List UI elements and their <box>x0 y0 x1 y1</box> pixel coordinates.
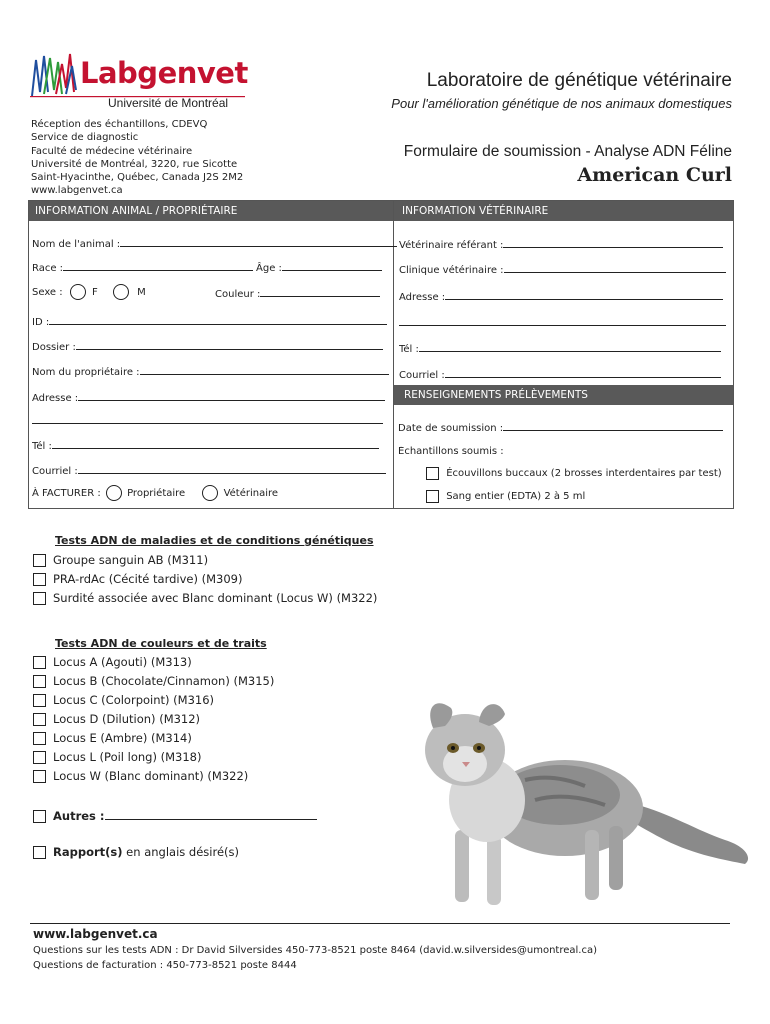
test-row[interactable] <box>33 589 377 608</box>
sex-field <box>32 284 146 304</box>
bill-to-label: À FACTURER : <box>32 488 101 499</box>
owner-name-field[interactable] <box>32 364 389 378</box>
blood-option <box>426 489 585 505</box>
test-label: Locus W (Blanc dominant) (M322) <box>53 769 249 783</box>
test-row[interactable] <box>33 672 274 691</box>
breed-title: American Curl <box>577 164 732 186</box>
bill-owner-label: Propriétaire <box>127 488 186 499</box>
animal-section-header: INFORMATION ANIMAL / PROPRIÉTAIRE <box>29 201 393 221</box>
animal-name-field[interactable] <box>32 236 397 250</box>
blood-checkbox[interactable] <box>426 490 439 503</box>
report-checkbox[interactable] <box>33 846 46 859</box>
owner-phone-label: Tél : <box>32 441 52 452</box>
address-website[interactable]: www.labgenvet.ca <box>31 185 123 197</box>
race-label: Race : <box>32 263 64 274</box>
footer-tests-contact: Questions sur les tests ADN : Dr David Silversides 450-773-8521 poste 8464 (david.w.silversides@umontreal.ca) <box>33 945 597 956</box>
id-field[interactable] <box>32 314 387 328</box>
test-checkbox[interactable] <box>33 694 46 707</box>
test-label: Locus E (Ambre) (M314) <box>53 731 192 745</box>
vet-phone-label: Tél : <box>399 344 419 355</box>
race-field[interactable] <box>32 260 253 274</box>
sex-m-radio[interactable] <box>113 284 129 300</box>
animal-name-label: Nom de l'animal : <box>32 239 121 250</box>
test-row[interactable] <box>33 729 274 748</box>
report-label: en anglais désiré(s) <box>126 845 239 859</box>
address-line: Saint-Hyacinthe, Québec, Canada J2S 2M2 <box>31 172 244 184</box>
id-label: ID : <box>32 317 50 328</box>
test-checkbox[interactable] <box>33 675 46 688</box>
samples-label: Échantillons soumis : <box>398 446 504 457</box>
form-title: Formulaire de soumission - Analyse ADN Féline <box>403 143 732 160</box>
swabs-option <box>426 466 722 482</box>
vet-email-label: Courriel : <box>399 370 445 381</box>
test-label: Surdité associée avec Blanc dominant (Locus W) (M322) <box>53 591 378 605</box>
swabs-checkbox[interactable] <box>426 467 439 480</box>
test-label: Groupe sanguin AB (M311) <box>53 553 209 567</box>
test-label: Locus A (Agouti) (M313) <box>53 655 192 669</box>
age-label: Âge : <box>256 263 282 274</box>
logo-text: Labgenvet <box>80 56 248 90</box>
test-label: PRA-rdAc (Cécité tardive) (M309) <box>53 572 243 586</box>
owner-phone-field[interactable] <box>32 438 379 452</box>
test-row[interactable] <box>33 748 274 767</box>
logo-subtitle: Université de Montréal <box>108 96 229 110</box>
test-checkbox[interactable] <box>33 573 46 586</box>
other-label: Autres : <box>53 809 105 823</box>
test-label: Locus D (Dilution) (M312) <box>53 712 201 726</box>
footer-billing-contact: Questions de facturation : 450-773-8521 poste 8444 <box>33 960 297 971</box>
other-test-field[interactable] <box>33 807 317 826</box>
sex-m-label: M <box>137 287 146 298</box>
test-label: Locus C (Colorpoint) (M316) <box>53 693 215 707</box>
test-checkbox[interactable] <box>33 732 46 745</box>
submit-date-field[interactable] <box>398 420 723 434</box>
vet-address-label: Adresse : <box>399 292 446 303</box>
bill-vet-radio[interactable] <box>202 485 218 501</box>
test-row[interactable] <box>33 710 274 729</box>
sex-f-radio[interactable] <box>70 284 86 300</box>
blood-label: Sang entier (EDTA) 2 à 5 ml <box>446 491 586 502</box>
test-row[interactable] <box>33 570 377 589</box>
sample-section-header: RENSEIGNEMENTS PRÉLÈVEMENTS <box>394 385 733 405</box>
color-label: Couleur : <box>215 289 261 300</box>
disease-tests-title: Tests ADN de maladies et de conditions génétiques <box>55 534 374 547</box>
clinic-field[interactable] <box>399 262 726 276</box>
owner-address-line2[interactable] <box>32 413 383 427</box>
test-row[interactable] <box>33 767 274 786</box>
test-label: Locus B (Chocolate/Cinnamon) (M315) <box>53 674 275 688</box>
test-checkbox[interactable] <box>33 713 46 726</box>
address-block <box>31 118 243 198</box>
test-checkbox[interactable] <box>33 592 46 605</box>
test-row[interactable] <box>33 691 274 710</box>
owner-address-field[interactable] <box>32 390 385 404</box>
test-checkbox[interactable] <box>33 751 46 764</box>
bill-vet-label: Vétérinaire <box>223 488 279 499</box>
disease-tests-list <box>33 551 377 608</box>
cat-photo <box>395 690 755 920</box>
owner-email-label: Courriel : <box>32 466 78 477</box>
owner-email-field[interactable] <box>32 463 386 477</box>
other-checkbox[interactable] <box>33 810 46 823</box>
vet-phone-field[interactable] <box>399 341 721 355</box>
referring-vet-field[interactable] <box>399 237 723 251</box>
age-field[interactable] <box>256 260 382 274</box>
footer-website-link[interactable]: www.labgenvet.ca <box>33 927 158 941</box>
sex-f-label: F <box>92 287 98 298</box>
address-line: Réception des échantillons, CDEVQ <box>31 119 208 130</box>
owner-address-label: Adresse : <box>32 393 79 404</box>
bill-owner-radio[interactable] <box>106 485 122 501</box>
lab-subtitle: Pour l'amélioration génétique de nos animaux domestiques <box>391 96 732 111</box>
test-label: Locus L (Poil long) (M318) <box>53 750 202 764</box>
sex-label: Sexe : <box>32 287 63 298</box>
report-option[interactable] <box>33 843 239 862</box>
owner-name-label: Nom du propriétaire : <box>32 367 140 378</box>
address-line: Service de diagnostic <box>31 132 139 144</box>
report-label-bold: Rapport(s) <box>53 845 123 859</box>
clinic-label: Clinique vétérinaire : <box>399 265 504 276</box>
swabs-label: Écouvillons buccaux (2 brosses interdentaires par test) <box>446 468 722 479</box>
test-row[interactable] <box>33 551 377 570</box>
submit-date-label: Date de soumission : <box>398 423 504 434</box>
color-tests-list <box>33 653 274 786</box>
test-checkbox[interactable] <box>33 554 46 567</box>
vet-address-field[interactable] <box>399 289 723 303</box>
vet-email-field[interactable] <box>399 367 721 381</box>
test-checkbox[interactable] <box>33 770 46 783</box>
test-checkbox[interactable] <box>33 656 46 669</box>
test-row[interactable] <box>33 653 274 672</box>
file-field[interactable] <box>32 339 383 353</box>
vet-section-header: INFORMATION VÉTÉRINAIRE <box>394 201 733 221</box>
address-line: Université de Montréal, 3220, rue Sicotte <box>31 158 238 170</box>
color-tests-title: Tests ADN de couleurs et de traits <box>55 637 267 650</box>
lab-title: Laboratoire de génétique vétérinaire <box>426 70 732 91</box>
file-label: Dossier : <box>32 342 76 353</box>
vet-address-line2[interactable] <box>399 315 726 329</box>
bill-to-field <box>32 485 278 505</box>
color-field[interactable] <box>215 286 380 300</box>
footer-divider <box>30 923 730 924</box>
referring-vet-label: Vétérinaire référant : <box>399 240 504 251</box>
address-line: Faculté de médecine vétérinaire <box>31 145 193 157</box>
